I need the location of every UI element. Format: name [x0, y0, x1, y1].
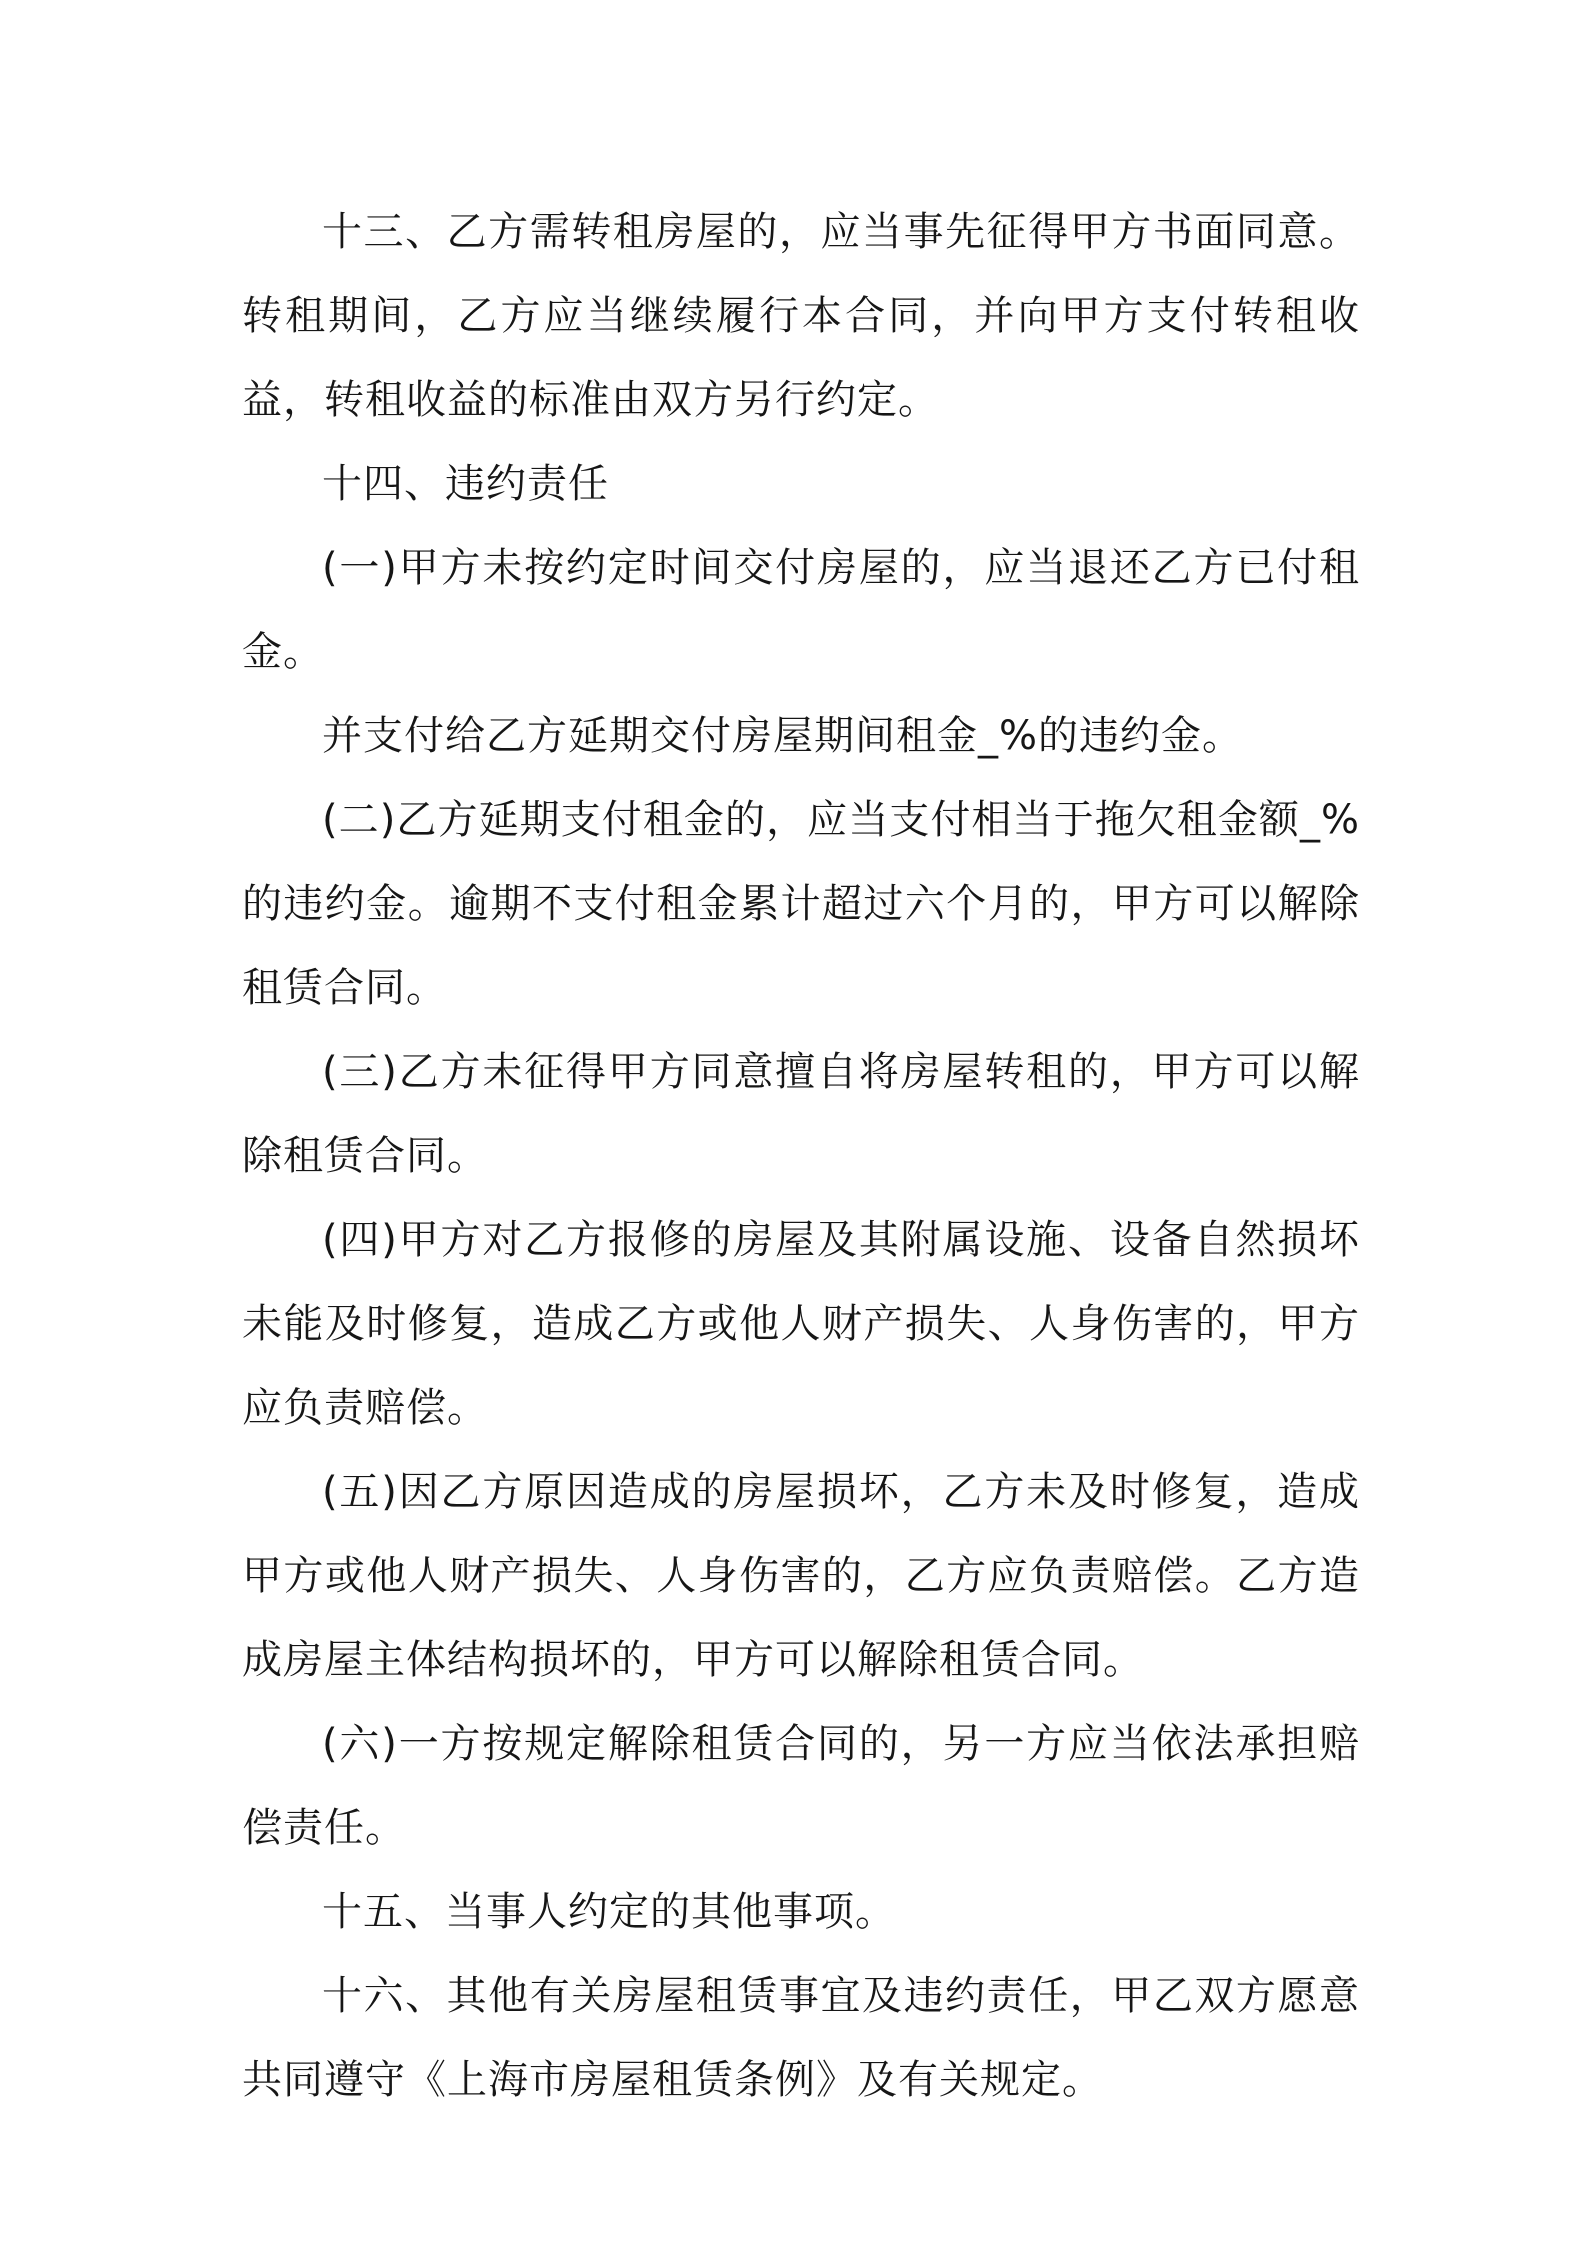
- clause-16: 十六、其他有关房屋租赁事宜及违约责任，甲乙双方愿意共同遵守《上海市房屋租赁条例》及有关规定。: [242, 1973, 1360, 2103]
- clause-14-heading: 十四、违约责任: [322, 461, 609, 507]
- clause-14-item-6: (六)一方按规定解除租赁合同的，另一方应当依法承担赔偿责任。: [242, 1721, 1360, 1851]
- clause-14-item-1: (一)甲方未按约定时间交付房屋的，应当退还乙方已付租金。: [242, 545, 1360, 675]
- clause-14-item-1-continued: 并支付给乙方延期交付房屋期间租金_%的违约金。: [322, 713, 1244, 759]
- clause-14-item-4: (四)甲方对乙方报修的房屋及其附属设施、设备自然损坏未能及时修复，造成乙方或他人财产损失、人身伤害的，甲方应负责赔偿。: [242, 1217, 1360, 1431]
- document-body: [242, 190, 1360, 2122]
- clause-14-item-2: (二)乙方延期支付租金的，应当支付相当于拖欠租金额_%的违约金。逾期不支付租金累计超过六个月的，甲方可以解除租赁合同。: [242, 797, 1360, 1011]
- clause-13-sublease: 十三、乙方需转租房屋的，应当事先征得甲方书面同意。转租期间，乙方应当继续履行本合同，并向甲方支付转租收益，转租收益的标准由双方另行约定。: [242, 209, 1360, 423]
- clause-14-item-3: (三)乙方未征得甲方同意擅自将房屋转租的，甲方可以解除租赁合同。: [242, 1049, 1360, 1179]
- clause-15: 十五、当事人约定的其他事项。: [322, 1889, 896, 1935]
- clause-14-item-5: (五)因乙方原因造成的房屋损坏，乙方未及时修复，造成甲方或他人财产损失、人身伤害的，乙方应负责赔偿。乙方造成房屋主体结构损坏的，甲方可以解除租赁合同。: [242, 1469, 1360, 1683]
